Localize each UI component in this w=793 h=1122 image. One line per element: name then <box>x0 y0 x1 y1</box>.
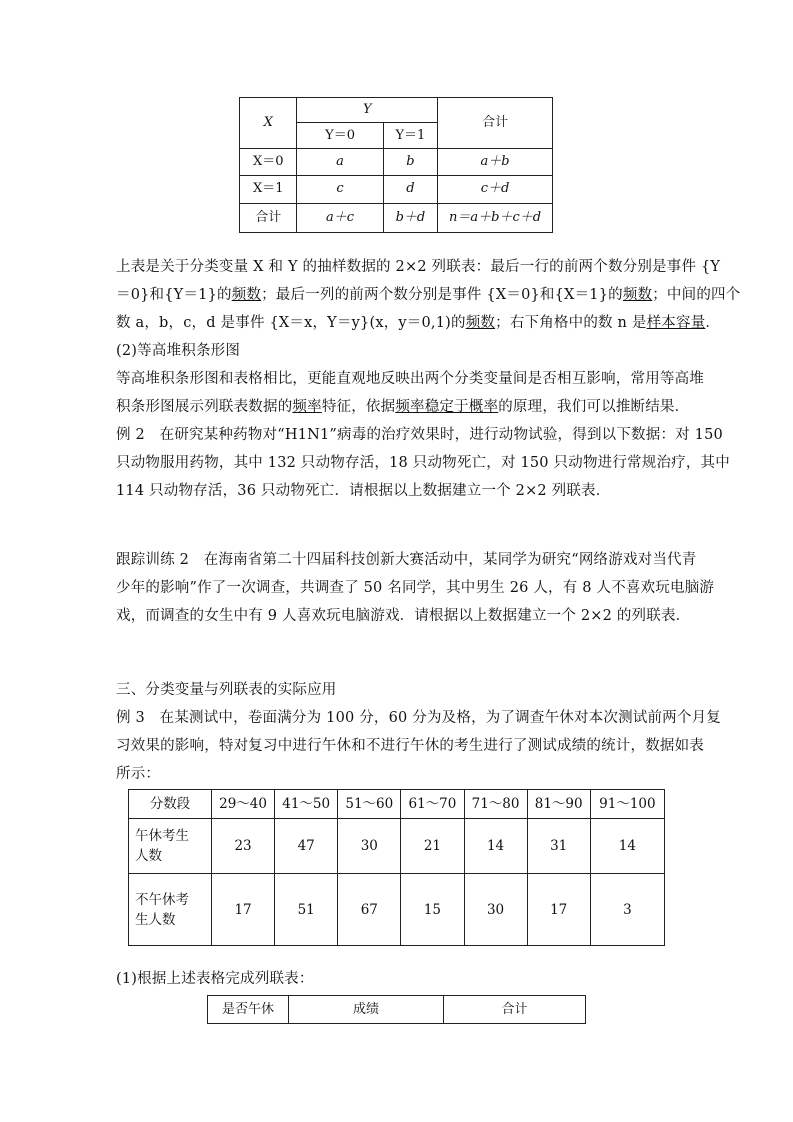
column-header: 41～50 <box>275 790 338 819</box>
example-text: 例 2 在研究某种药物对“H1N1”病毒的治疗效果时，进行动物试验，得到以下数据：对 150 <box>116 427 723 443</box>
table-cell: b＋d <box>383 203 438 232</box>
example-3-block <box>116 676 721 788</box>
table-row <box>129 819 665 874</box>
table-cell: 15 <box>401 874 464 946</box>
table-cell: a＋b <box>438 148 553 175</box>
text-line: 等高堆积条形图和表格相比，更能直观地反映出两个分类变量间是否相互影响，常用等高堆 <box>116 371 704 387</box>
row-label: 合计 <box>240 203 297 232</box>
column-header: 61～70 <box>401 790 464 819</box>
example-text: 例 3 在某测试中，卷面满分为 100 分，60 分为及格，为了调查午休对本次测试前两个月复 <box>116 710 721 726</box>
example-text: 所示： <box>116 766 161 782</box>
column-header: 分数段 <box>129 790 212 819</box>
table-cell: 17 <box>527 874 590 946</box>
text-line: 数 a，b，c，d 是事件 {X＝x，Y＝y}(x，y＝0,1)的频数；右下角格中的数 n 是样本容量． <box>116 315 721 331</box>
contingency-table-template <box>239 97 553 233</box>
table-header-row <box>208 996 586 1024</box>
column-header: 是否午休 <box>208 996 289 1024</box>
score-distribution-table <box>128 789 665 946</box>
column-header: 91～100 <box>590 790 664 819</box>
section-heading: (2)等高堆积条形图 <box>116 343 241 359</box>
table-cell: n＝a＋b＋c＋d <box>438 203 553 232</box>
column-header: 29～40 <box>212 790 275 819</box>
y-header: Y <box>297 98 438 123</box>
table-cell: 47 <box>275 819 338 874</box>
text-line: 少年的影响”作了一次调查，共调查了 50 名同学，其中男生 26 人，有 8 人不喜欢玩电脑游 <box>116 580 715 596</box>
row-label: X＝1 <box>240 176 297 203</box>
table-cell: b <box>383 148 438 175</box>
y0-header: Y＝0 <box>297 123 383 148</box>
column-header: 51～60 <box>338 790 401 819</box>
column-header: 合计 <box>444 996 586 1024</box>
table-cell: 30 <box>464 874 527 946</box>
table-cell: c <box>297 176 383 203</box>
table-cell: 21 <box>401 819 464 874</box>
table-row <box>240 203 553 232</box>
table-cell: 14 <box>590 819 664 874</box>
question-1 <box>116 965 661 993</box>
table-cell: 31 <box>527 819 590 874</box>
section-heading: 三、分类变量与列联表的实际应用 <box>116 682 337 698</box>
table-cell: a＋c <box>297 203 383 232</box>
table-cell: d <box>383 176 438 203</box>
table-cell: 23 <box>212 819 275 874</box>
row-label: 午休考生 人数 <box>129 819 212 874</box>
text-line: 跟踪训练 2 在海南省第二十四届科技创新大赛活动中，某同学为研究“网络游戏对当代青 <box>116 552 697 568</box>
contingency-table-to-complete <box>207 995 586 1024</box>
y1-header: Y＝1 <box>383 123 438 148</box>
table-row <box>129 874 665 946</box>
text-line: 上表是关于分类变量 X 和 Y 的抽样数据的 2×2 列联表：最后一行的前两个数分别是事件 {Y <box>116 259 721 275</box>
table-cell: 14 <box>464 819 527 874</box>
row-label: X＝0 <box>240 148 297 175</box>
table-cell: 67 <box>338 874 401 946</box>
x-header: X <box>240 98 297 149</box>
text-line: 戏，而调查的女生中有 9 人喜欢玩电脑游戏．请根据以上数据建立一个 2×2 的列联表． <box>116 608 691 624</box>
total-header: 合计 <box>438 98 553 149</box>
text-line: ＝0}和{Y＝1}的频数；最后一列的前两个数分别是事件 {X＝0}和{X＝1}的频数；中间的四个 <box>116 287 741 303</box>
example-text: 习效果的影响，特对复习中进行午休和不进行午休的考生进行了测试成绩的统计，数据如表 <box>116 738 704 754</box>
row-label: 不午休考 生人数 <box>129 874 212 946</box>
column-header: 71～80 <box>464 790 527 819</box>
example-text: 114 只动物存活，36 只动物死亡．请根据以上数据建立一个 2×2 列联表． <box>116 483 611 499</box>
table-cell: 30 <box>338 819 401 874</box>
table-row <box>240 176 553 203</box>
column-header: 81～90 <box>527 790 590 819</box>
example-text: 只动物服用药物，其中 132 只动物存活，18 只动物死亡，对 150 只动物进行常规治疗，其中 <box>116 455 730 471</box>
text-line: 积条形图展示列联表数据的频率特征，依据频率稳定于概率的原理，我们可以推断结果． <box>116 399 690 415</box>
followup-exercise <box>116 546 715 630</box>
table-cell: 17 <box>212 874 275 946</box>
table-cell: a <box>297 148 383 175</box>
table-header-row <box>129 790 665 819</box>
table-cell: c＋d <box>438 176 553 203</box>
column-header: 成绩 <box>289 996 444 1024</box>
text-line: (1)根据上述表格完成列联表： <box>116 971 314 987</box>
contingency-description <box>116 253 741 505</box>
table-cell: 51 <box>275 874 338 946</box>
table-row <box>240 148 553 175</box>
table-cell: 3 <box>590 874 664 946</box>
